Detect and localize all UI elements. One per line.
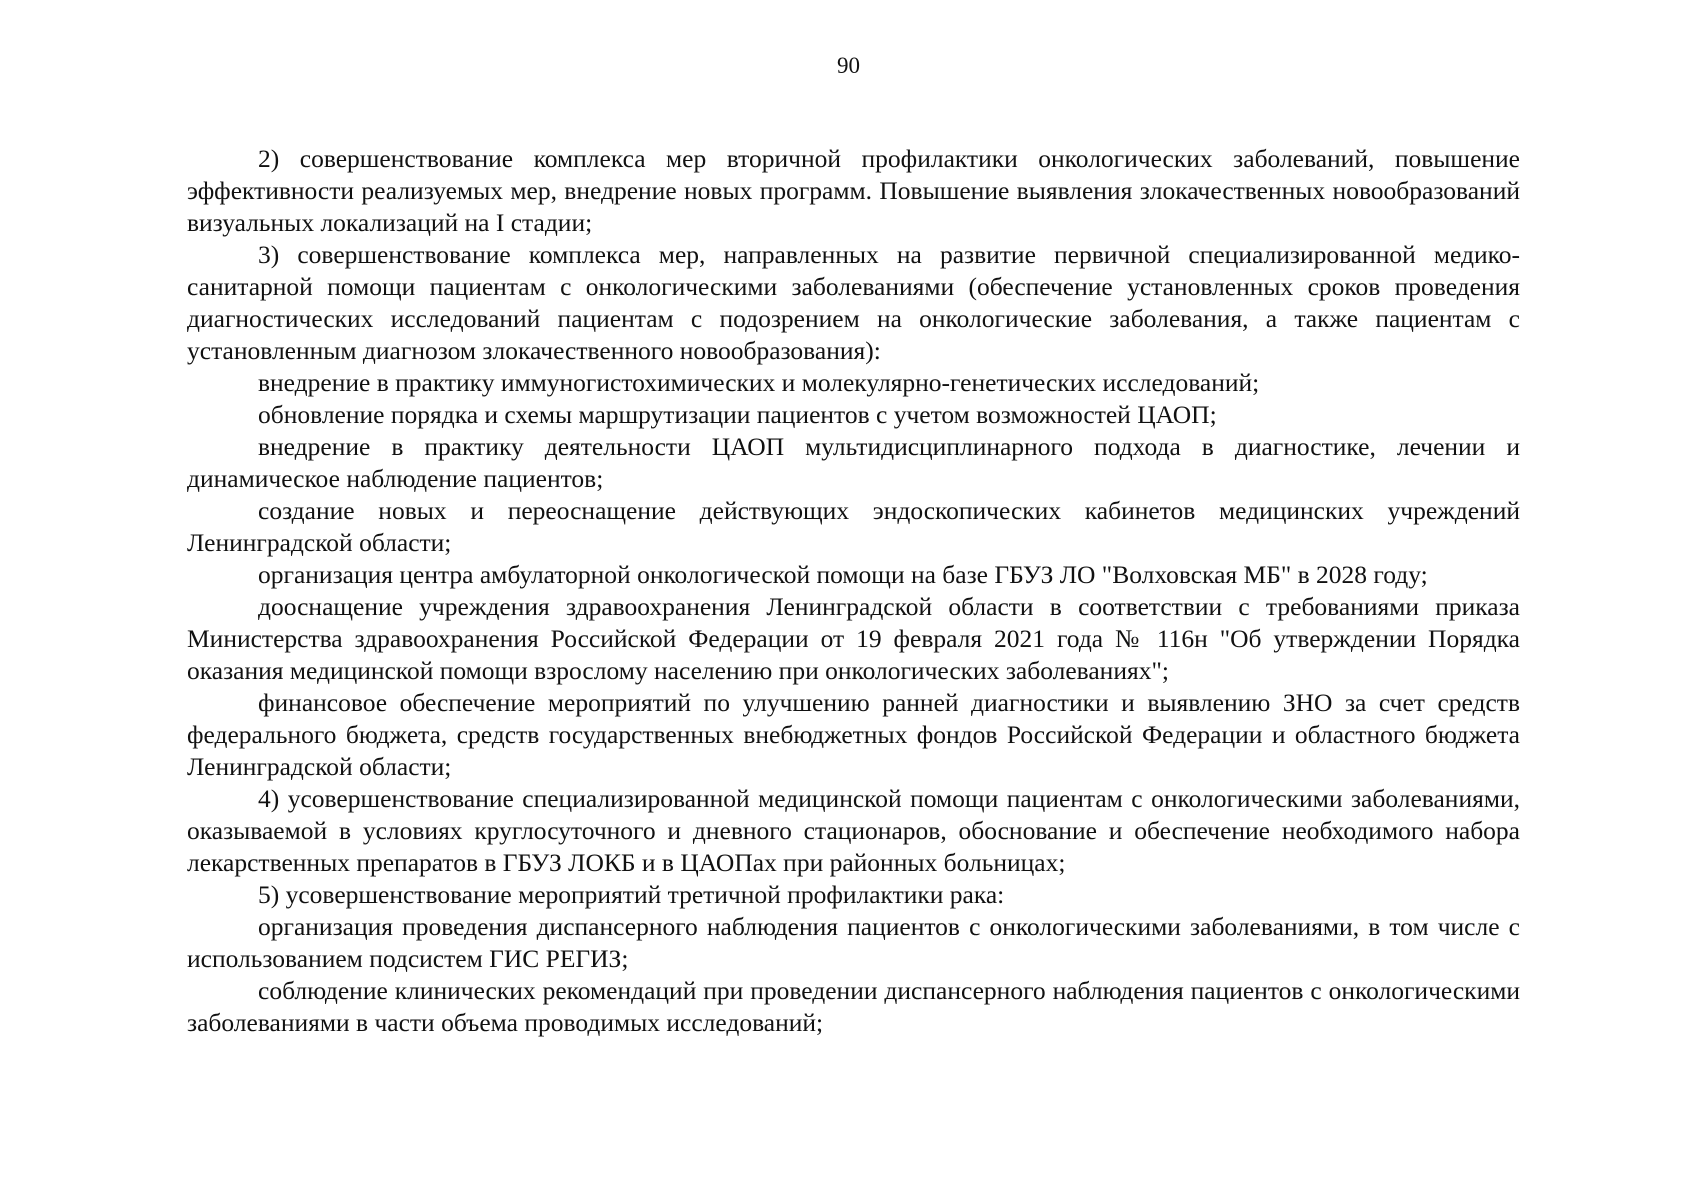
paragraph-volkhov-center: организация центра амбулаторной онкологической помощи на базе ГБУЗ ЛО "Волховская МБ" в 2028 году; (258, 560, 1428, 589)
paragraph-equipment: дооснащение учреждения здравоохранения Ленинградской области в соответствии с требованиями приказа Министерства здравоохранения Российской Федерации от 19 февраля 2021 года № 116н "Об утверждении Порядка оказания медицинской помощи взрослому населению при онкологических заболеваниях"; (187, 592, 1520, 685)
paragraph-financing: финансовое обеспечение мероприятий по улучшению ранней диагностики и выявлению ЗНО за счет средств федерального бюджета, средств государственных внебюджетных фондов Российской Федерации и областного бюджета Ленинградской области; (187, 688, 1520, 781)
paragraph-endoscopy: создание новых и переоснащение действующих эндоскопических кабинетов медицинских учреждений Ленинградской области; (187, 496, 1520, 557)
paragraph-dispensary: организация проведения диспансерного наблюдения пациентов с онкологическими заболеваниями, в том числе с использованием подсистем ГИС РЕГИЗ; (187, 912, 1520, 973)
paragraph-item-5: 5) усовершенствование мероприятий третичной профилактики рака: (258, 880, 1005, 909)
paragraph-item-4: 4) усовершенствование специализированной медицинской помощи пациентам с онкологическими заболеваниями, оказываемой в условиях круглосуточного и дневного стационаров, обоснование и обеспечение необходимого набора лекарственных препаратов в ГБУЗ ЛОКБ и в ЦАОПах при районных больницах; (187, 784, 1520, 877)
paragraph-multidisciplinary: внедрение в практику деятельности ЦАОП мультидисциплинарного подхода в диагностике, лечении и динамическое наблюдение пациентов; (187, 432, 1520, 493)
document-body (187, 143, 1520, 1039)
page-number: 90 (837, 53, 860, 78)
paragraph-clinical-guidelines: соблюдение клинических рекомендаций при проведении диспансерного наблюдения пациентов с онкологическими заболеваниями в части объема проводимых исследований; (187, 976, 1520, 1037)
paragraph-item-2: 2) совершенствование комплекса мер вторичной профилактики онкологических заболеваний, повышение эффективности реализуемых мер, внедрение новых программ. Повышение выявления злокачественных новообразований визуальных локализаций на I стадии; (187, 144, 1520, 237)
paragraph-item-3: 3) совершенствование комплекса мер, направленных на развитие первичной специализированной медико-санитарной помощи пациентам с онкологическими заболеваниями (обеспечение установленных сроков проведения диагностических исследований пациентам с подозрением на онкологические заболевания, а также пациентам с установленным диагнозом злокачественного новообразования): (187, 240, 1520, 365)
paragraph-routing: обновление порядка и схемы маршрутизации пациентов с учетом возможностей ЦАОП; (258, 400, 1217, 429)
paragraph-ihc-research: внедрение в практику иммуногистохимических и молекулярно-генетических исследований; (258, 368, 1260, 397)
